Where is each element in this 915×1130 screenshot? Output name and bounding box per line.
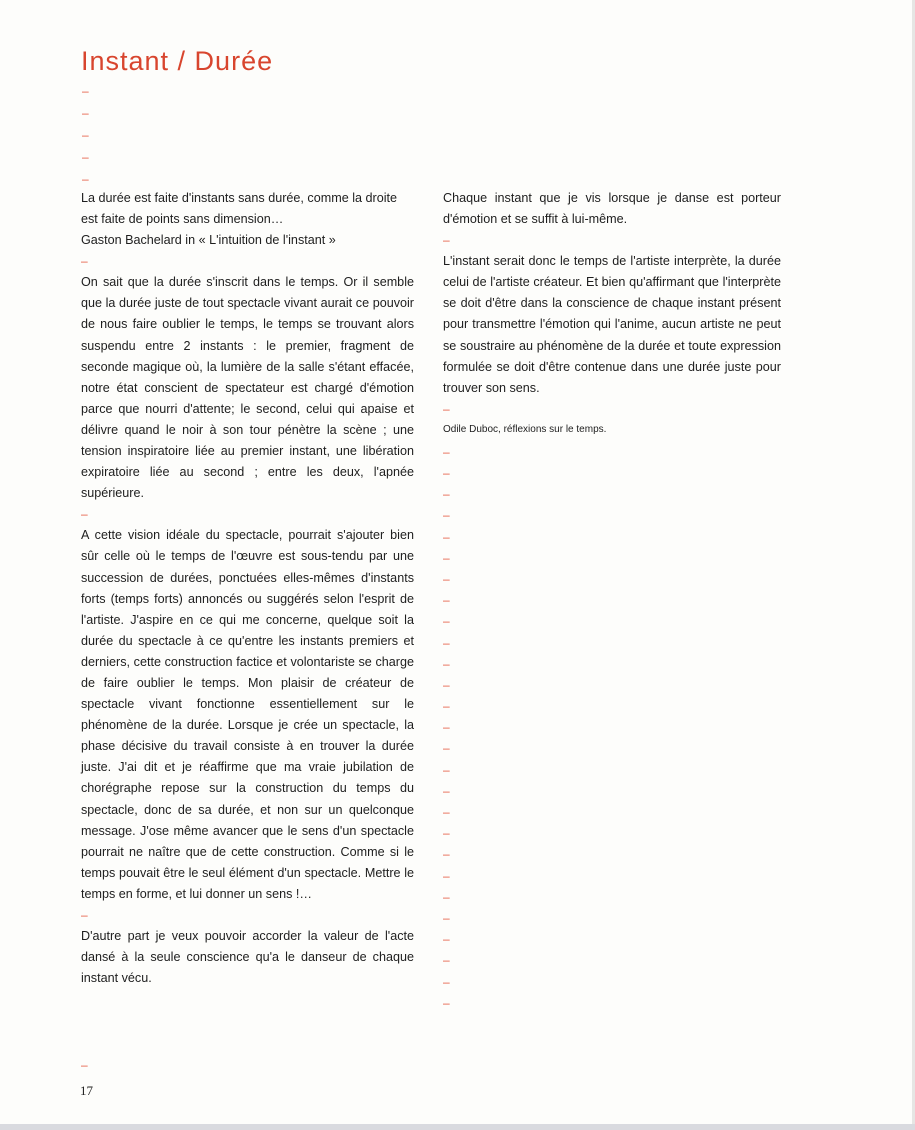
decorative-dash: –: [443, 529, 450, 544]
paragraph-1: On sait que la durée s'inscrit dans le temps. Or il semble que la durée juste de tout spectacle vivant aurait ce pouvoir de nous faire oublier le temps, le temps se trouvant alors suspendu entre 2 instants : le premier, fragment de seconde magique où, la lumière de la salle s'étant effacée, notre état conscient de spectateur est chargé d'émotion parce que nourri d'attente; le second, celui qui apaise et délivre quand le noir à son tour pénètre la scène ; une tension inspiratoire liée au premier instant, une libération expiratoire liée au second ; entre les deux, l'apnée supérieure.: [81, 275, 414, 501]
title-dash: –: [82, 128, 89, 142]
title-dash: –: [82, 150, 89, 164]
decorative-dash: –: [443, 593, 450, 608]
decorative-dash: –: [443, 783, 450, 798]
separator-dash: –: [443, 233, 450, 248]
decorative-dash: –: [443, 550, 450, 565]
decorative-dash: –: [443, 805, 450, 820]
page-title: Instant / Durée: [81, 46, 274, 76]
epigraph: [81, 188, 414, 251]
decorative-dash-list: [443, 442, 781, 1014]
decorative-dash: –: [443, 995, 450, 1010]
decorative-dash: –: [443, 974, 450, 989]
decorative-dash: –: [443, 508, 450, 523]
title-dash-list: [82, 80, 89, 190]
decorative-dash: –: [443, 889, 450, 904]
epigraph-text: La durée est faite d'instants sans durée, comme la droite est faite de points sans dimension…: [81, 191, 398, 227]
left-column: [81, 188, 414, 989]
footer-dash: –: [81, 1058, 88, 1072]
decorative-dash: –: [443, 444, 450, 459]
decorative-dash: –: [443, 762, 450, 777]
paragraph-5: L'instant serait donc le temps de l'artiste interprète, la durée celui de l'artiste créateur. Et bien qu'affirmant que l'interprète se doit d'être dans la conscience de chaque instant présent pour transmettre l'émotion qui l'anime, aucun artiste ne peut se soustraire au phénomène de la durée et toute expression formulée se doit d'être contenue dans une durée juste pour trouver son sens.: [443, 254, 781, 395]
decorative-dash: –: [443, 932, 450, 947]
decorative-dash: –: [443, 571, 450, 586]
epigraph-attribution: Gaston Bachelard in « L'intuition de l'instant »: [81, 233, 336, 248]
decorative-dash: –: [443, 635, 450, 650]
paragraph-4: Chaque instant que je vis lorsque je danse est porteur d'émotion et se suffit à lui-même.: [443, 191, 781, 227]
decorative-dash: –: [443, 656, 450, 671]
decorative-dash: –: [443, 868, 450, 883]
decorative-dash: –: [443, 953, 450, 968]
title-dash: –: [82, 84, 89, 98]
separator-dash: –: [81, 507, 88, 522]
paragraph-2: A cette vision idéale du spectacle, pourrait s'ajouter bien sûr celle où le temps de l'œuvre est sous-tendu par une succession de durées, ponctuées elles-mêmes d'instants forts (temps forts) annoncés ou suggérés selon l'esprit de l'artiste. J'aspire en ce qui me concerne, quelque soit la durée du spectacle à ce qu'entre les instants premiers et derniers, cette construction factice et volontariste se charge de faire oublier le temps. Mon plaisir de créateur de spectacle vivant fonctionne essentiellement sur le phénomène de la durée. Lorsque je crée un spectacle, la phase décisive du travail consiste à en trouver la durée juste. J'ai dit et je réaffirme que ma vraie jubilation de chorégraphe repose sur la construction du temps du spectacle, donc de sa durée, et non sur un quelconque message. J'ose même avancer que le sens d'un spectacle pourrait ne naître que de cette construction. Comme si le temps pouvait être le seul élément d'un spectacle. Mettre le temps en forme, et lui donner un sens !…: [81, 528, 414, 901]
decorative-dash: –: [443, 487, 450, 502]
separator-dash: –: [443, 401, 450, 416]
title-dash: –: [82, 106, 89, 120]
page-bottom-edge: [0, 1124, 915, 1130]
decorative-dash: –: [443, 720, 450, 735]
decorative-dash: –: [443, 847, 450, 862]
right-column: [443, 188, 781, 1014]
title-dash: –: [82, 172, 89, 186]
decorative-dash: –: [443, 826, 450, 841]
paragraph-3: D'autre part je veux pouvoir accorder la valeur de l'acte dansé à la seule conscience qu'a le danseur de chaque instant vécu.: [81, 929, 414, 986]
separator-dash: –: [81, 908, 88, 922]
decorative-dash: –: [443, 910, 450, 925]
decorative-dash: –: [443, 466, 450, 481]
decorative-dash: –: [443, 741, 450, 756]
decorative-dash: –: [443, 699, 450, 714]
signature: Odile Duboc, réflexions sur le temps.: [443, 423, 607, 435]
decorative-dash: –: [443, 677, 450, 692]
decorative-dash: –: [443, 614, 450, 629]
page-number: 17: [80, 1083, 93, 1098]
separator-dash: –: [81, 254, 88, 269]
